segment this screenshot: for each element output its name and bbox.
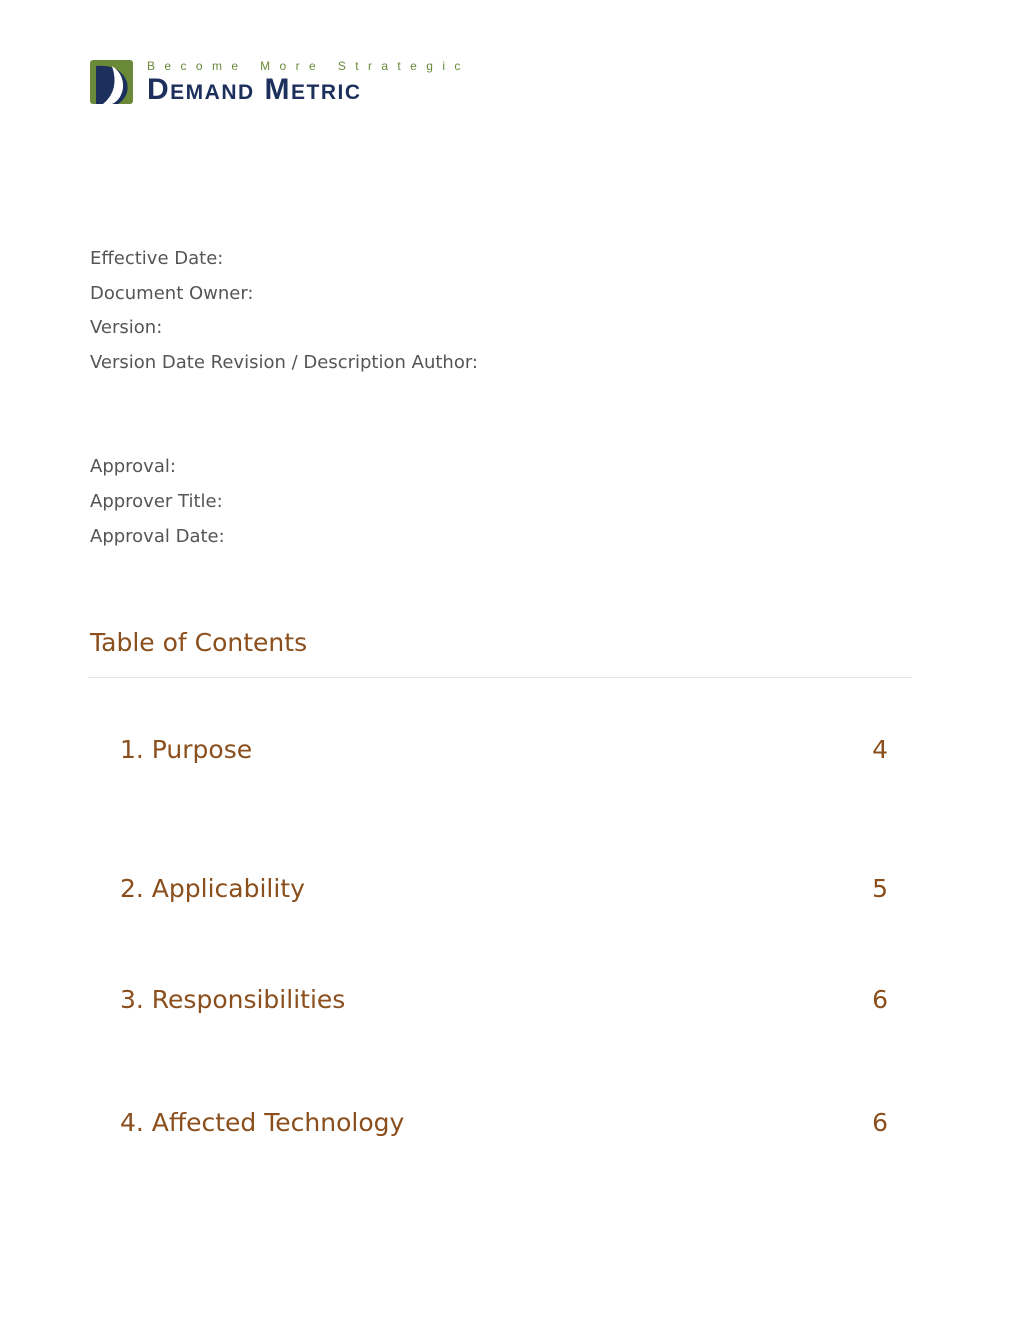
logo-wordmark: Demand Metric [147, 73, 362, 106]
effective-date-label: Effective Date: [90, 248, 224, 269]
toc-item-page-number: 6 [872, 985, 888, 1014]
approver-title-label: Approver Title: [90, 491, 223, 512]
toc-item-label: 1. Purpose [120, 735, 253, 764]
toc-item-label: 2. Applicability [120, 874, 305, 903]
document-owner-label: Document Owner: [90, 283, 254, 304]
toc-item-label: 3. Responsibilities [120, 985, 346, 1014]
toc-item-responsibilities[interactable] [120, 983, 890, 1017]
toc-item-page-number: 5 [872, 874, 888, 903]
logo-tagline: Become More Strategic [147, 59, 470, 73]
version-label: Version: [90, 317, 163, 338]
version-table-header: Version Date Revision / Description Author: [90, 352, 478, 373]
toc-heading: Table of Contents [90, 628, 308, 657]
approval-label: Approval: [90, 456, 176, 477]
approval-date-label: Approval Date: [90, 526, 225, 547]
toc-item-page-number: 6 [872, 1108, 888, 1137]
company-logo [90, 58, 490, 108]
toc-divider [88, 677, 912, 678]
toc-item-page-number: 4 [872, 735, 888, 764]
toc-item-label: 4. Affected Technology [120, 1108, 405, 1137]
toc-item-purpose[interactable] [120, 733, 890, 767]
toc-item-applicability[interactable] [120, 872, 890, 906]
toc-item-affected-technology[interactable] [120, 1106, 890, 1140]
demand-metric-logo-icon [90, 60, 133, 104]
